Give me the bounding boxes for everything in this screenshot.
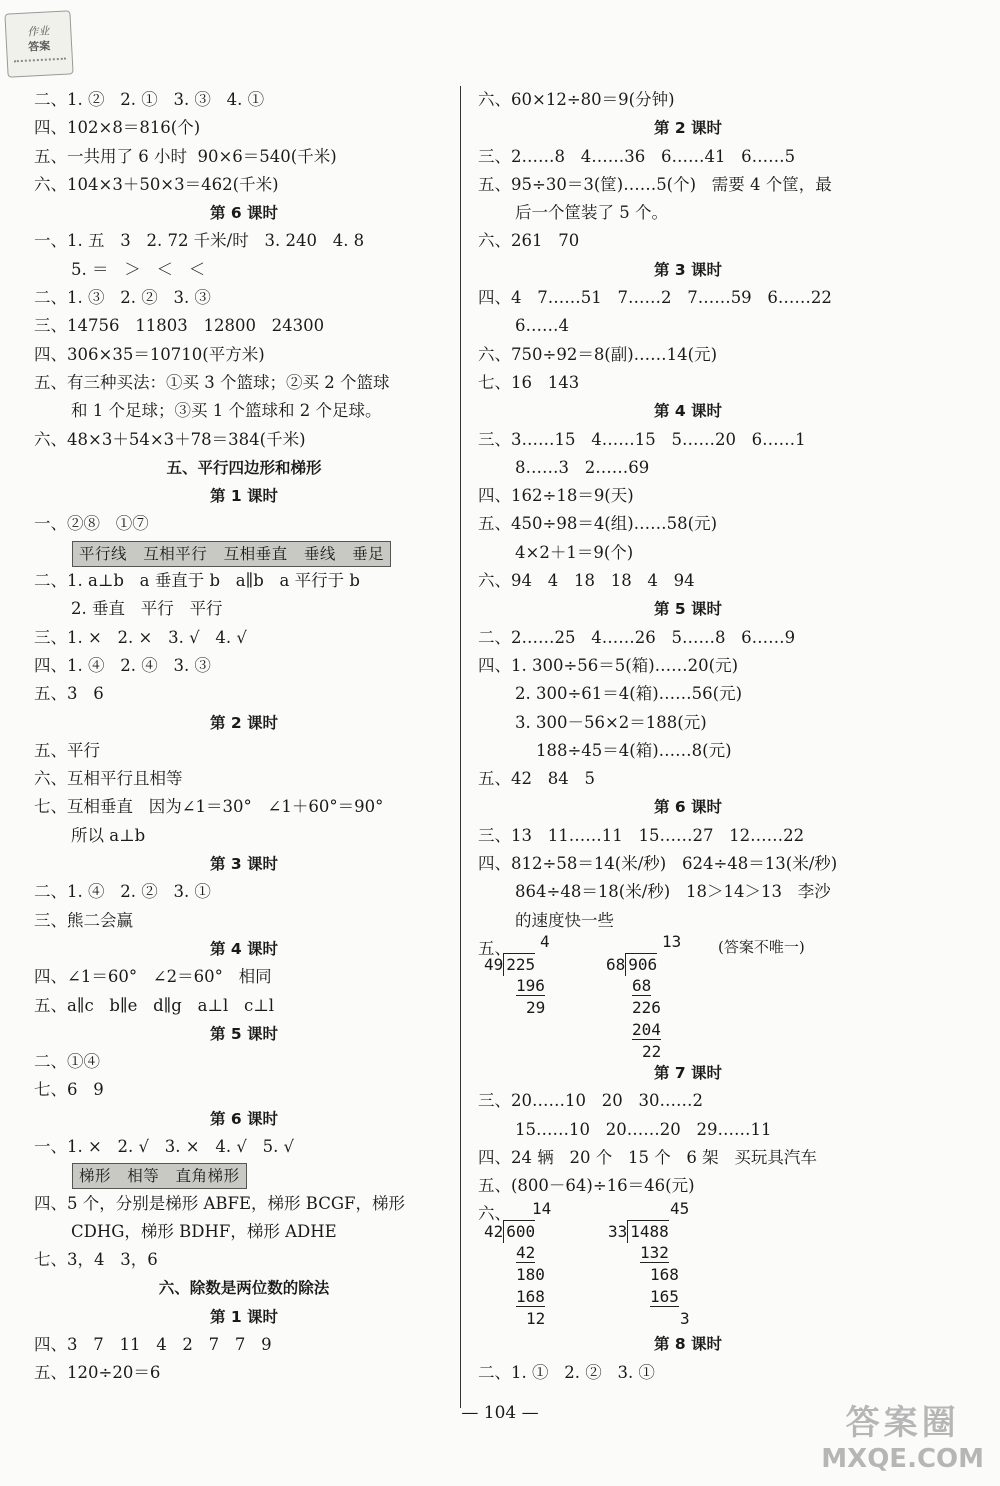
answer-line: 二、1. a⊥b a 垂直于 b a∥b a 平行于 b	[34, 571, 360, 591]
long-division-block-1	[478, 931, 898, 1061]
answer-line: 四、24 辆 20 个 15 个 6 架 买玩具汽车	[478, 1147, 817, 1167]
answer-line: 七、6 9	[34, 1080, 104, 1100]
answer-line: 4×2＋1＝9(个)	[515, 542, 634, 562]
long-division-33	[608, 1198, 690, 1330]
answer-line: 四、1. ④ 2. ④ 3. ③	[34, 655, 211, 675]
ld-subtract: 68	[632, 975, 652, 995]
section-heading: 第 8 课时	[653, 1335, 723, 1354]
stamp-dots	[14, 58, 66, 63]
section-heading: 第 6 课时	[653, 798, 723, 817]
answer-line: 五、有三种买法：①买 3 个篮球；②买 2 个篮球	[34, 372, 390, 392]
answer-line: 3. 300－56×2＝188(元)	[515, 712, 707, 732]
answer-line: 2. 垂直 平行 平行	[71, 599, 223, 619]
answer-line: 三、3……15 4……15 5……20 6……1	[478, 429, 806, 449]
answer-line: 四、∠1＝60° ∠2＝60° 相同	[34, 967, 272, 987]
long-division-49	[484, 931, 550, 1019]
answer-line: 一、1. × 2. √ 3. × 4. √ 5. √	[34, 1136, 295, 1156]
ld-remainder: 22	[642, 1041, 662, 1061]
long-division-block-2	[478, 1200, 898, 1330]
answer-line: 2. 300÷61＝4(箱)……56(元)	[515, 684, 743, 704]
answer-line: 的速度快一些	[515, 910, 614, 930]
answer-line: 五、平行	[34, 740, 100, 760]
answer-line: 七、3，4 3，6	[34, 1250, 158, 1270]
answer-line: 三、熊二会赢	[34, 910, 133, 930]
long-division-68	[606, 931, 681, 1063]
ld-remainder: 29	[526, 997, 546, 1017]
ld-remainder: 12	[526, 1309, 546, 1329]
ld1-lead: 五、	[478, 938, 511, 958]
answer-line: 五、450÷98＝4(组)……58(元)	[478, 514, 718, 534]
ld-partial: 180	[516, 1265, 545, 1285]
section-heading: 第 3 课时	[209, 855, 279, 874]
answer-line: 三、14756 11803 12800 24300	[34, 316, 325, 336]
ld-dividend: 1488	[627, 1220, 669, 1243]
answer-line: 四、5 个，分别是梯形 ABFE，梯形 BCGF，梯形	[34, 1193, 405, 1213]
answer-line: 六、60×12÷80＝9(分钟)	[478, 90, 675, 109]
answer-line: 三、2……8 4……36 6……41 6……5	[478, 146, 796, 166]
section-heading: 第 1 课时	[209, 487, 279, 506]
answer-line: 五、a∥c b∥e d∥g a⊥l c⊥l	[34, 995, 274, 1015]
ld-dividend: 600	[503, 1220, 535, 1243]
section-heading: 第 5 课时	[209, 1024, 279, 1043]
ld-quotient: 4	[540, 931, 550, 951]
highlight-box: 梯形 相等 直角梯形	[72, 1163, 247, 1189]
answer-line: 六、750÷92＝8(副)……14(元)	[478, 344, 718, 364]
answer-line: 四、812÷58＝14(米/秒) 624÷48＝13(米/秒)	[478, 854, 838, 874]
answer-line: 8……3 2……69	[515, 457, 650, 477]
ld-divisor: 33	[608, 1222, 628, 1242]
watermark-line2: MXQE.COM	[821, 1444, 984, 1474]
page-number: — 104 —	[461, 1403, 539, 1423]
highlight-row	[34, 539, 454, 567]
left-column	[34, 86, 454, 1388]
ld-subtract-2: 168	[516, 1287, 545, 1307]
answer-line: 5. ＝ ＞ ＜ ＜	[71, 259, 206, 279]
stamp-line2: 答案	[27, 39, 51, 54]
answer-line: 六、104×3＋50×3＝462(千米)	[34, 174, 279, 194]
answer-line: 二、1. ② 2. ① 3. ③ 4. ①	[34, 90, 265, 109]
answer-line: 二、2……25 4……26 5……8 6……9	[478, 627, 796, 647]
answer-line: 四、306×35＝10710(平方米)	[34, 344, 265, 364]
ld-divisor: 42	[484, 1222, 504, 1242]
stamp-line1: 作业	[27, 24, 50, 39]
ld-quotient: 14	[532, 1199, 552, 1219]
answer-line: 五、一共用了 6 小时 90×6＝540(千米)	[34, 146, 337, 166]
answer-line: 三、13 11……11 15……27 12……22	[478, 825, 805, 845]
watermark-line1: 答案圈	[845, 1403, 960, 1443]
answer-line: 五、42 84 5	[478, 769, 595, 789]
right-top-answers	[478, 86, 898, 935]
ld-partial: 168	[650, 1265, 679, 1285]
ld-subtract: 42	[516, 1243, 536, 1263]
ld-remainder: 3	[680, 1309, 690, 1329]
section-heading: 第 4 课时	[209, 939, 279, 958]
answer-line: 四、1. 300÷56＝5(箱)……20(元)	[478, 655, 739, 675]
ld-dividend: 906	[625, 953, 657, 976]
answer-line: 七、16 143	[478, 372, 580, 392]
ld-subtract-2: 204	[632, 1019, 661, 1039]
answer-line: 二、1. ① 2. ② 3. ①	[478, 1362, 655, 1382]
ld-partial: 226	[632, 997, 661, 1017]
watermark-logo	[821, 1395, 984, 1474]
section-heading: 第 6 课时	[209, 204, 279, 223]
answer-line: 一、②⑧ ①⑦	[34, 514, 149, 534]
section-heading: 六、除数是两位数的除法	[158, 1279, 330, 1298]
corner-stamp	[4, 10, 73, 77]
answer-line: 五、(800－64)÷16＝46(元)	[478, 1176, 695, 1196]
ld-divisor: 68	[606, 954, 626, 974]
answer-line: 六、48×3＋54×3＋78＝384(千米)	[34, 429, 306, 449]
section-heading: 第 1 课时	[209, 1307, 279, 1326]
answer-line: 15……10 20……20 29……11	[515, 1119, 772, 1139]
answer-line: 三、20……10 20 30……2	[478, 1091, 703, 1111]
answer-line: 六、261 70	[478, 231, 580, 251]
answer-line: 一、1. 五 3 2. 72 千米/时 3. 240 4. 8	[34, 231, 365, 251]
section-heading: 第 2 课时	[653, 119, 723, 138]
answer-line: 六、互相平行且相等	[34, 769, 183, 789]
section-heading: 第 5 课时	[653, 600, 723, 619]
ld-subtract-2: 165	[650, 1287, 679, 1307]
ld-divisor: 49	[484, 954, 504, 974]
section-heading: 第 2 课时	[209, 713, 279, 732]
section-heading: 五、平行四边形和梯形	[166, 458, 322, 477]
ld1-note: (答案不唯一)	[718, 937, 805, 956]
highlight-box: 平行线 互相平行 互相垂直 垂线 垂足	[72, 541, 391, 567]
answer-line: 6……4	[515, 316, 569, 336]
answer-line: 四、162÷18＝9(天)	[478, 486, 634, 506]
answer-line: 864÷48＝18(米/秒) 18＞14＞13 李沙	[515, 882, 831, 902]
answer-line: 三、1. × 2. × 3. √ 4. √	[34, 627, 247, 647]
section-heading: 第 7 课时	[653, 1063, 723, 1082]
answer-line: 所以 a⊥b	[71, 825, 146, 845]
answer-line: 五、3 6	[34, 684, 104, 704]
right-mid-answers	[478, 1059, 898, 1200]
answer-line: 五、95÷30＝3(筐)……5(个) 需要 4 个筐，最	[478, 174, 832, 194]
section-heading: 第 3 课时	[653, 260, 723, 279]
ld-quotient: 45	[670, 1199, 690, 1219]
answer-line: 六、94 4 18 18 4 94	[478, 571, 695, 591]
answer-line: 二、1. ③ 2. ② 3. ③	[34, 288, 211, 308]
answer-line: 四、102×8＝816(个)	[34, 118, 201, 138]
answer-line: 二、1. ④ 2. ② 3. ①	[34, 882, 211, 902]
answer-line: 四、3 7 11 4 2 7 7 9	[34, 1335, 272, 1355]
ld-subtract: 132	[640, 1243, 669, 1263]
answer-line: 188÷45＝4(箱)……8(元)	[515, 740, 732, 760]
answer-line: 五、120÷20＝6	[34, 1363, 161, 1383]
answer-line: 和 1 个足球；③买 1 个篮球和 2 个足球。	[71, 401, 382, 421]
right-column	[478, 86, 898, 1387]
section-heading: 第 6 课时	[209, 1109, 279, 1128]
column-divider	[460, 86, 461, 1408]
highlight-row	[34, 1161, 454, 1189]
section-heading: 第 4 课时	[653, 402, 723, 421]
ld-subtract: 196	[516, 975, 545, 995]
ld-quotient: 13	[662, 931, 682, 951]
answer-line: 四、4 7……51 7……2 7……59 6……22	[478, 288, 832, 308]
right-bottom-answers	[478, 1330, 898, 1387]
ld2-lead: 六、	[478, 1204, 511, 1224]
ld-dividend: 225	[503, 953, 535, 976]
answer-line: 二、①④	[34, 1052, 100, 1072]
long-division-42	[484, 1198, 551, 1330]
answer-line: CDHG，梯形 BDHF，梯形 ADHE	[71, 1221, 337, 1241]
answer-line: 七、互相垂直 因为∠1＝30° ∠1＋60°＝90°	[34, 797, 384, 817]
answer-line: 后一个筐装了 5 个。	[515, 203, 668, 223]
